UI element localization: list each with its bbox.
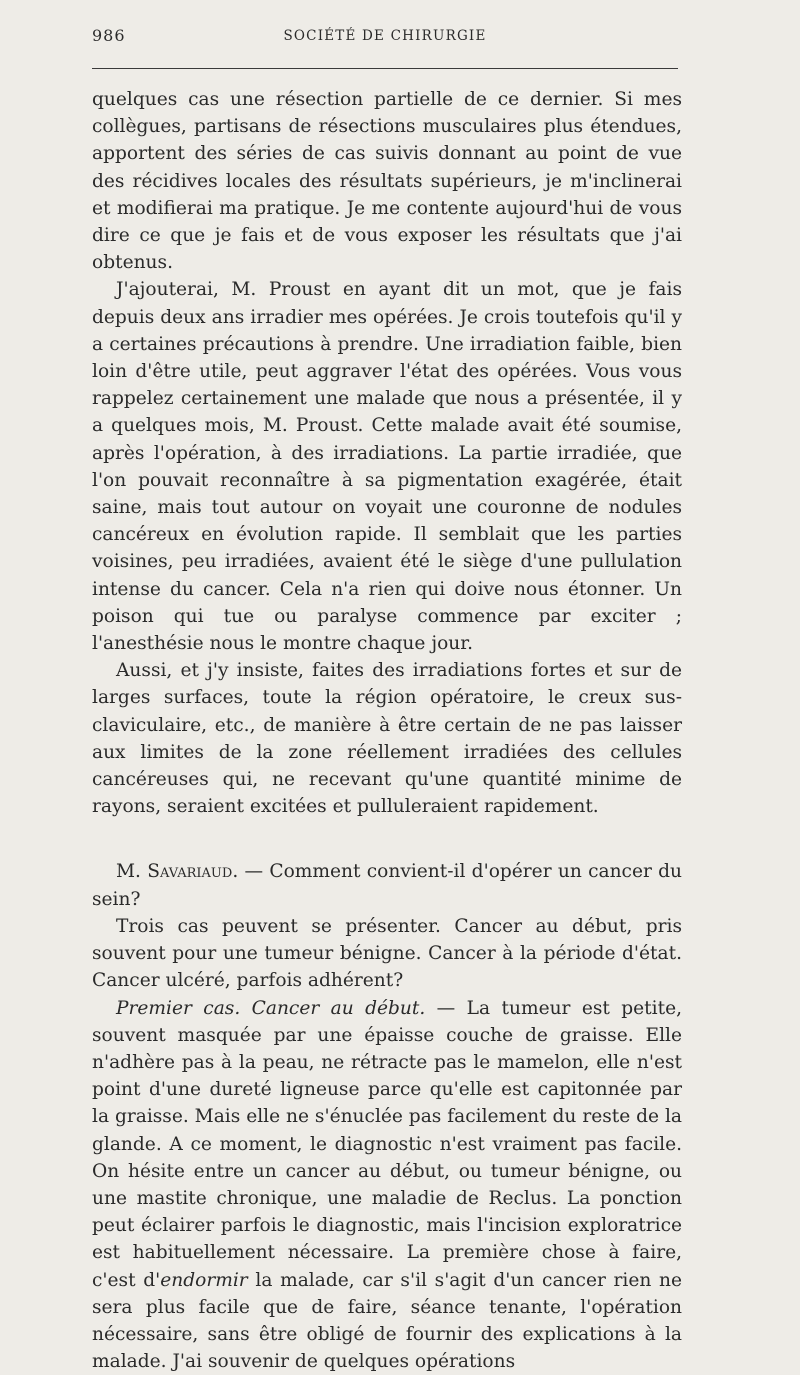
paragraph-6 [92, 995, 682, 1375]
speaker-name: Savariaud [147, 861, 232, 882]
paragraph-4-text: . — Comment convient-il d'opérer un cancer du sein? [92, 861, 682, 909]
paragraph-1: quelques cas une résection partielle de ce dernier. Si mes collègues, partisans de résections musculaires plus étendues, apportent des séries de cas suivis donnant au point de vue des récidives locales des résultats supérieurs, je m'inclinerai et modifierai ma pratique. Je me contente aujourd'hui de vous dire ce que je fais et de vous exposer les résultats que j'ai obtenus. [92, 86, 682, 276]
paragraph-3: Aussi, et j'y insiste, faites des irradiations fortes et sur de larges surfaces, toute la région opératoire, le creux sus-claviculaire, etc., de manière à être certain de ne pas laisser aux limites de la zone réellement irradiées des cellules cancéreuses qui, ne recevant qu'une quantité minime de rayons, seraient excitées et pulluleraient rapidement. [92, 657, 682, 820]
running-title: SOCIÉTÉ DE CHIRURGIE [92, 28, 678, 44]
page-header [92, 26, 678, 50]
paragraph-5: Trois cas peuvent se présenter. Cancer au début, pris souvent pour une tumeur bénigne. Cancer à la période d'état. Cancer ulcéré, parfois adhérent? [92, 913, 682, 995]
body-text [92, 86, 682, 1375]
paragraph-6-text-a: — La tumeur est petite, souvent masquée par une épaisse couche de graisse. Elle n'adhère pas à la peau, ne rétracte pas le mamelon, elle n'est point d'une dureté ligneuse parce qu'elle est capitonnée par la graisse. Mais elle ne s'énuclée pas facilement du reste de la glande. A ce moment, le diagnostic n'est vraiment pas facile. On hésite entre un cancer au début, ou tumeur bénigne, ou une mastite chronique, une maladie de Reclus. La ponction peut éclairer parfois le diagnostic, mais l'incision exploratrice est habituellement nécessaire. La première chose à faire, c'est d' [92, 998, 682, 1291]
header-rule [92, 68, 678, 69]
paragraph-4 [92, 858, 682, 912]
speaker-prefix: M. [116, 861, 141, 882]
paragraph-6-text-b: la malade, car s'il s'agit d'un cancer rien ne sera plus facile que de faire, séance tenante, l'opération nécessaire, sans être obligé de fournir des explications à la malade. J'ai souvenir de quelques opérations [92, 1270, 682, 1373]
paragraph-2: J'ajouterai, M. Proust en ayant dit un mot, que je fais depuis deux ans irradier mes opérées. Je crois toutefois qu'il y a certaines précautions à prendre. Une irradiation faible, bien loin d'être utile, peut aggraver l'état des opérées. Vous vous rappelez certainement une malade que nous a présentée, il y a quelques mois, M. Proust. Cette malade avait été soumise, après l'opération, à des irradiations. La partie irradiée, que l'on pouvait reconnaître à sa pigmentation exagérée, était saine, mais tout autour on voyait une couronne de nodules cancéreux en évolution rapide. Il semblait que les parties voisines, peu irradiées, avaient été le siège d'une pullulation intense du cancer. Cela n'a rien qui doive nous étonner. Un poison qui tue ou paralyse commence par exciter ; l'anesthésie nous le montre chaque jour. [92, 276, 682, 657]
page-number: 986 [92, 26, 126, 45]
emphasis: endormir [160, 1270, 247, 1291]
section-heading: Premier cas. Cancer au début. [116, 998, 425, 1019]
